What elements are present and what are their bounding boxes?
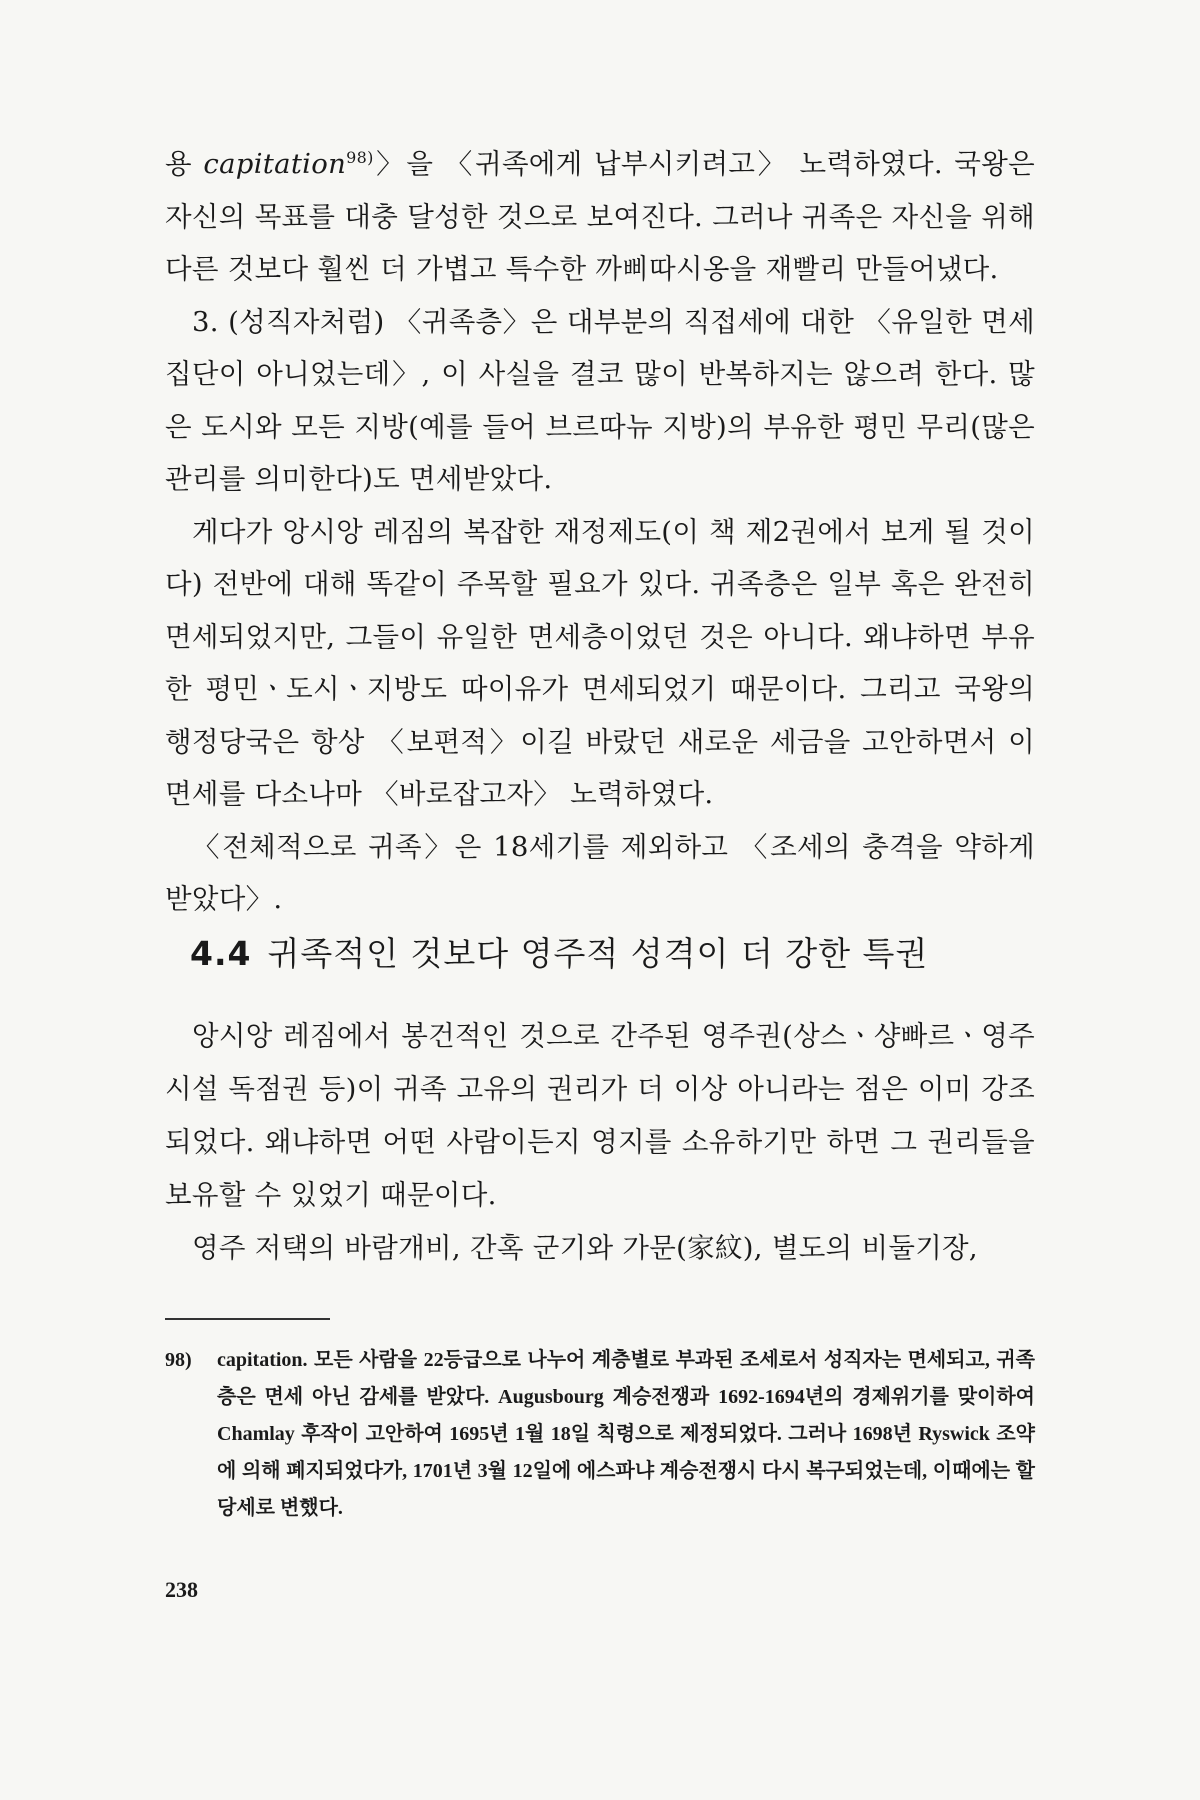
footnote-label: 98): [165, 1349, 192, 1371]
paragraph-6: 영주 저택의 바람개비, 간혹 군기와 가문(家紋), 별도의 비둘기장,: [192, 1232, 978, 1264]
paragraph-1: [165, 138, 1035, 296]
paragraph-1-prefix: 용: [165, 148, 204, 180]
paragraph-2: 3. (성직자처럼) 〈귀족층〉은 대부분의 직접세에 대한 〈유일한 면세 집단이 아니었는데〉, 이 사실을 결코 많이 반복하지는 않으려 한다. 많은 도시와 모든 지방(예를 들어 브르따뉴 지방)의 부유한 평민 무리(많은 관리를 의미한다)도 면세받았다.: [165, 305, 1035, 495]
capitation-term: capitation: [203, 148, 347, 180]
section-number: 4.4: [190, 934, 252, 973]
body-text-top: [165, 138, 1035, 926]
footnote-divider: [165, 1318, 330, 1320]
footnote-98: [165, 1342, 1035, 1527]
page-number: 238: [165, 1577, 198, 1602]
footnote-text: capitation. 모든 사람을 22등급으로 나누어 계층별로 부과된 조세로서 성직자는 면세되고, 귀족층은 면세 아닌 감세를 받았다. Augusbourg 계승전쟁과 1692-1694년의 경제위기를 맞이하여 Chamlay 후작이 고안하여 1695년 1월 18일 칙령으로 제정되었다. 그러나 1698년 Ryswick 조약에 의해 폐지되었다가, 1701년 3월 12일에 에스파냐 계승전쟁시 다시 복구되었는데, 이때에는 할당세로 변했다.: [217, 1349, 1035, 1519]
paragraph-1-rest: 〉을 〈귀족에게 납부시키려고〉 노력하였다. 국왕은 자신의 목표를 대충 달성한 것으로 보여진다. 그러나 귀족은 자신을 위해 다른 것보다 훨씬 더 가볍고 특수한 까삐따시옹을 재빨리 만들어냈다.: [165, 148, 1035, 285]
paragraph-4: 〈전체적으로 귀족〉은 18세기를 제외하고 〈조세의 충격을 약하게 받았다〉.: [165, 830, 1035, 915]
paragraph-3: 게다가 앙시앙 레짐의 복잡한 재정제도(이 책 제2권에서 보게 될 것이다) 전반에 대해 똑같이 주목할 필요가 있다. 귀족층은 일부 혹은 완전히 면세되었지만, 그들이 유일한 면세층이었던 것은 아니다. 왜냐하면 부유한 평민ㆍ도시ㆍ지방도 따이유가 면세되었기 때문이다. 그리고 국왕의 행정당국은 항상 〈보편적〉이길 바랐던 새로운 세금을 고안하면서 이 면세를 다소나마 〈바로잡고자〉 노력하였다.: [165, 515, 1035, 810]
footnote-ref-98[interactable]: 98): [346, 147, 374, 167]
section-heading: [190, 928, 1035, 975]
paragraph-5: 앙시앙 레짐에서 봉건적인 것으로 간주된 영주권(상스ㆍ샹빠르ㆍ영주시설 독점권 등)이 귀족 고유의 권리가 더 이상 아니라는 점은 이미 강조되었다. 왜냐하면 어떤 사람이든지 영지를 소유하기만 하면 그 권리들을 보유할 수 있었기 때문이다.: [165, 1020, 1035, 1211]
body-text-bottom: [165, 1010, 1035, 1275]
section-title: 귀족적인 것보다 영주적 성격이 더 강한 특권: [267, 934, 929, 973]
